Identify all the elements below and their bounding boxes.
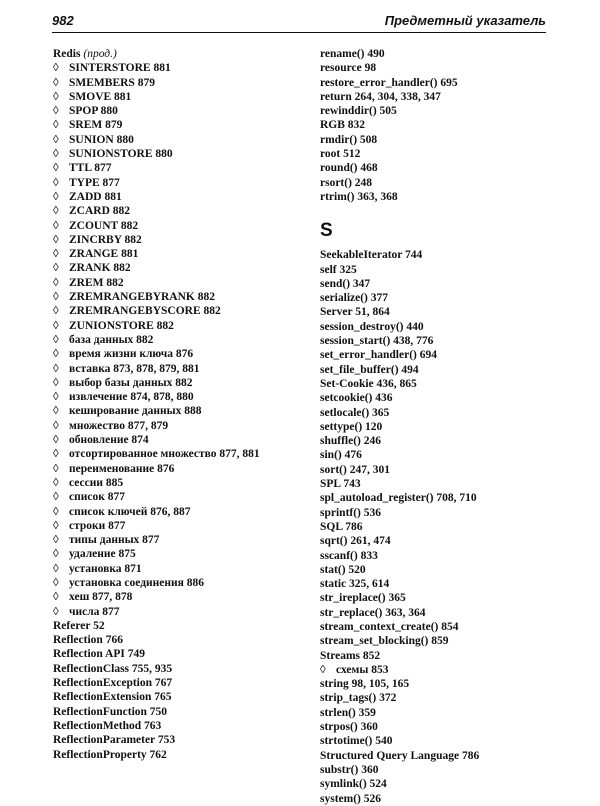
- index-entry: [53, 619, 293, 633]
- index-entry-text: SINTERSTORE 881: [69, 62, 171, 75]
- index-entry: [320, 506, 546, 520]
- index-entry-text: stream_context_create() 854: [320, 620, 459, 633]
- index-entry: [53, 61, 293, 75]
- index-entry: [320, 248, 546, 262]
- index-entry-text: строки 877: [69, 519, 126, 532]
- index-entry-text: serialize() 377: [320, 292, 389, 305]
- index-entry-text: хеш 877, 878: [69, 591, 133, 604]
- index-entry: [320, 305, 546, 319]
- index-entry-text: substr() 360: [320, 763, 379, 776]
- index-entry: [320, 406, 546, 420]
- index-entry-text: SQL 786: [320, 520, 363, 533]
- index-entry-text: ZREMRANGEBYSCORE 882: [69, 305, 221, 318]
- index-entry-text: установка соединения 886: [69, 576, 204, 589]
- index-entry: [320, 161, 546, 175]
- index-entry-text: удаление 875: [69, 548, 136, 561]
- index-entry-text: ReflectionProperty 762: [53, 748, 167, 761]
- index-entry-text: SMEMBERS 879: [69, 76, 155, 89]
- index-entry-text: self 325: [320, 263, 357, 276]
- index-entry-text: spl_autoload_register() 708, 710: [320, 492, 477, 505]
- index-entry-text: strip_tags() 372: [320, 692, 397, 705]
- index-entry-text: SPOP 880: [69, 105, 118, 118]
- index-entry-text: Reflection API 749: [53, 648, 145, 661]
- index-entry-text: ZUNIONSTORE 882: [69, 319, 174, 332]
- index-entry-text: static 325, 614: [320, 578, 390, 591]
- index-entry-text: root 512: [320, 148, 361, 161]
- index-entry-text: Referer 52: [53, 619, 105, 632]
- index-entry-text: Redis: [53, 48, 81, 60]
- index-entry-text: rmdir() 508: [320, 133, 378, 146]
- index-entry-text: отсортированное множество 877, 881: [69, 448, 260, 461]
- index-entry-text: ReflectionException 767: [53, 677, 173, 690]
- index-entry: [53, 462, 293, 476]
- index-entry: [53, 505, 293, 519]
- index-entry: [320, 420, 546, 434]
- index-entry: [320, 291, 546, 305]
- index-entry: [320, 463, 546, 477]
- index-entry: [320, 61, 546, 75]
- index-entry-text: Set-Cookie 436, 865: [320, 377, 417, 390]
- index-entry-text: ZRANGE 881: [69, 248, 139, 261]
- index-entry: [320, 749, 546, 763]
- index-entry-text: SMOVE 881: [69, 90, 132, 103]
- index-entry-text: база данных 882: [69, 333, 154, 346]
- index-entry: [53, 190, 293, 204]
- index-entry: [320, 634, 546, 648]
- index-entry-text: SPL 743: [320, 478, 361, 491]
- index-entry: [320, 47, 546, 61]
- index-entry: [320, 448, 546, 462]
- index-entry-text: rewinddir() 505: [320, 105, 397, 118]
- index-entry: [53, 533, 293, 547]
- index-entry-text: TYPE 877: [69, 176, 120, 189]
- index-entry-text: stat() 520: [320, 563, 366, 576]
- index-entry: [53, 176, 293, 190]
- index-entry-text: ZADD 881: [69, 190, 122, 203]
- index-entry-text: sort() 247, 301: [320, 463, 390, 476]
- index-entry-text: rsort() 248: [320, 176, 373, 189]
- index-entry-text: числа 877: [69, 605, 120, 618]
- index-entry: [320, 76, 546, 90]
- index-entry: [53, 76, 293, 90]
- continued-note: (прод.): [83, 48, 117, 60]
- index-entry-text: strpos() 360: [320, 721, 378, 734]
- index-entry-text: system() 526: [320, 792, 381, 805]
- index-entry: [53, 276, 293, 290]
- index-column-left: [53, 47, 293, 762]
- index-entry: [53, 204, 293, 218]
- index-entry-text: rename() 490: [320, 48, 385, 60]
- index-entry: [320, 792, 546, 806]
- index-entry: [53, 247, 293, 261]
- index-entry: [320, 491, 546, 505]
- index-entry-text: sin() 476: [320, 449, 362, 462]
- index-entry: [320, 391, 546, 405]
- index-entry-text: кеширование данных 888: [69, 405, 202, 418]
- index-entry-text: переименование 876: [69, 462, 175, 475]
- index-entry-text: sprintf() 536: [320, 506, 382, 519]
- index-entry-text: SeekableIterator 744: [320, 249, 423, 262]
- index-entry: [53, 261, 293, 275]
- index-entry-text: string 98, 105, 165: [320, 678, 410, 691]
- index-entry-text: ReflectionExtension 765: [53, 691, 172, 704]
- index-entry: [320, 591, 546, 605]
- index-entry: [320, 320, 546, 334]
- index-entry-text: схемы 853: [336, 663, 389, 676]
- index-entry: [320, 277, 546, 291]
- index-entry-text: ZREM 882: [69, 276, 124, 289]
- index-entry: [53, 705, 293, 719]
- index-entry: [320, 434, 546, 448]
- index-entries-r: [320, 47, 546, 204]
- index-entry-text: список 877: [69, 491, 125, 504]
- index-entry: [320, 677, 546, 691]
- index-entry: [320, 363, 546, 377]
- index-entry: [53, 104, 293, 118]
- index-entry: [53, 476, 293, 490]
- index-entry-text: установка 871: [69, 562, 142, 575]
- index-entry-text: shuffle() 246: [320, 435, 382, 448]
- index-entry: [53, 547, 293, 561]
- index-entry: [53, 304, 293, 318]
- index-entry-text: ZREMRANGEBYRANK 882: [69, 291, 215, 304]
- index-entry: [320, 133, 546, 147]
- index-entry-text: SUNION 880: [69, 133, 134, 146]
- section-letter: S: [320, 220, 333, 242]
- index-entry-text: strtotime() 540: [320, 735, 393, 748]
- index-entry: [320, 734, 546, 748]
- index-entry: [53, 90, 293, 104]
- index-entry-text: SREM 879: [69, 119, 123, 132]
- index-entry-text: setlocale() 365: [320, 406, 390, 419]
- index-entry: [53, 690, 293, 704]
- index-column-right: [320, 47, 546, 806]
- index-entry-text: resource 98: [320, 62, 377, 75]
- index-entry: [53, 161, 293, 175]
- index-entry-text: session_start() 438, 776: [320, 335, 434, 348]
- index-entry-text: sqrt() 261, 474: [320, 535, 391, 548]
- index-entry-text: session_destroy() 440: [320, 320, 424, 333]
- index-entry-text: str_replace() 363, 364: [320, 606, 426, 619]
- index-entry: [320, 620, 546, 634]
- index-entry: [320, 763, 546, 777]
- index-entry: [320, 118, 546, 132]
- index-entry: [53, 419, 293, 433]
- index-entry-text: вставка 873, 878, 879, 881: [69, 362, 200, 375]
- index-entry: [320, 104, 546, 118]
- index-entry: [320, 520, 546, 534]
- index-entry: [320, 190, 546, 204]
- index-entry-text: ZCARD 882: [69, 205, 131, 218]
- index-entry: [53, 576, 293, 590]
- index-entry-text: ZCOUNT 882: [69, 219, 139, 232]
- index-entry: [53, 647, 293, 661]
- index-entry: [320, 549, 546, 563]
- index-entry: [53, 404, 293, 418]
- index-entry: [320, 577, 546, 591]
- index-entry-text: сессии 885: [69, 476, 124, 489]
- index-entry: [320, 534, 546, 548]
- index-entry: [53, 347, 293, 361]
- index-entry: [53, 490, 293, 504]
- index-entry: [320, 720, 546, 734]
- index-entry-text: round() 468: [320, 162, 378, 175]
- index-entry-text: выбор базы данных 882: [69, 376, 193, 389]
- index-entry: [53, 319, 293, 333]
- index-entry-text: sscanf() 833: [320, 549, 378, 562]
- index-entry-text: strlen() 359: [320, 706, 376, 719]
- index-entry: [53, 333, 293, 347]
- index-entry-text: ReflectionParameter 753: [53, 734, 176, 747]
- index-entry: [53, 605, 293, 619]
- index-entry: [320, 606, 546, 620]
- index-entry-text: Server 51, 864: [320, 306, 390, 319]
- index-entry: [53, 47, 293, 61]
- index-entry: [53, 662, 293, 676]
- index-entry: [320, 706, 546, 720]
- index-entry-text: str_ireplace() 365: [320, 592, 406, 605]
- index-entry: [53, 219, 293, 233]
- index-entry-text: send() 347: [320, 277, 371, 290]
- index-entry: [320, 691, 546, 705]
- index-entry: [53, 748, 293, 762]
- index-entry-text: извлечение 874, 878, 880: [69, 391, 194, 404]
- index-entry: [53, 733, 293, 747]
- index-entry-text: ZRANK 882: [69, 262, 131, 275]
- index-entry-text: TTL 877: [69, 162, 112, 175]
- index-entry: [320, 348, 546, 362]
- index-entry: [53, 133, 293, 147]
- index-entry: [53, 562, 293, 576]
- index-entry-text: set_error_handler() 694: [320, 349, 437, 362]
- index-entry: [53, 233, 293, 247]
- index-entry-text: Streams 852: [320, 649, 381, 662]
- index-entry: [53, 519, 293, 533]
- index-entry: [53, 633, 293, 647]
- page-header: [52, 10, 546, 33]
- index-entry-text: set_file_buffer() 494: [320, 363, 419, 376]
- index-entry-text: ReflectionMethod 763: [53, 719, 162, 732]
- index-entry: [320, 334, 546, 348]
- index-entry-text: setcookie() 436: [320, 392, 393, 405]
- index-entry: [53, 390, 293, 404]
- index-entry: [320, 147, 546, 161]
- index-entry-text: ReflectionClass 755, 935: [53, 662, 173, 675]
- running-title: Предметный указатель: [384, 13, 546, 28]
- index-entry-text: rtrim() 363, 368: [320, 190, 398, 203]
- index-entry: [53, 590, 293, 604]
- index-entry-text: ZINCRBY 882: [69, 233, 142, 246]
- index-entry-text: типы данных 877: [69, 534, 160, 547]
- index-entry: [53, 290, 293, 304]
- index-entry: [53, 362, 293, 376]
- index-entry: [320, 176, 546, 190]
- index-entry-text: symlink() 524: [320, 778, 387, 791]
- index-entry: [53, 147, 293, 161]
- index-entry-text: список ключей 876, 887: [69, 505, 191, 518]
- index-entry-text: return 264, 304, 338, 347: [320, 90, 441, 103]
- index-entry: [53, 676, 293, 690]
- index-entry-text: stream_set_blocking() 859: [320, 635, 449, 648]
- index-entry: [320, 377, 546, 391]
- index-entry: [320, 649, 546, 663]
- index-entry: [53, 719, 293, 733]
- index-entry-text: обновление 874: [69, 434, 149, 447]
- index-entry-text: время жизни ключа 876: [69, 348, 194, 361]
- index-entry: [320, 563, 546, 577]
- index-entry: [320, 263, 546, 277]
- index-entry: [320, 663, 546, 677]
- index-entries-s: [320, 248, 546, 806]
- index-entry-text: ReflectionFunction 750: [53, 705, 168, 718]
- index-entry-text: Reflection 766: [53, 634, 123, 647]
- index-entry-text: RGB 832: [320, 119, 366, 132]
- index-entry-text: restore_error_handler() 695: [320, 76, 458, 89]
- index-entry: [53, 447, 293, 461]
- index-entry: [53, 433, 293, 447]
- index-entry-text: SUNIONSTORE 880: [69, 148, 173, 161]
- index-entry: [320, 477, 546, 491]
- index-entry-text: Structured Query Language 786: [320, 749, 480, 762]
- index-entry: [320, 90, 546, 104]
- index-entry-text: settype() 120: [320, 420, 383, 433]
- page-number: 982: [52, 13, 74, 28]
- index-entry: [320, 777, 546, 791]
- index-entry-text: множество 877, 879: [69, 419, 169, 432]
- index-entry: [53, 118, 293, 132]
- index-entry: [53, 376, 293, 390]
